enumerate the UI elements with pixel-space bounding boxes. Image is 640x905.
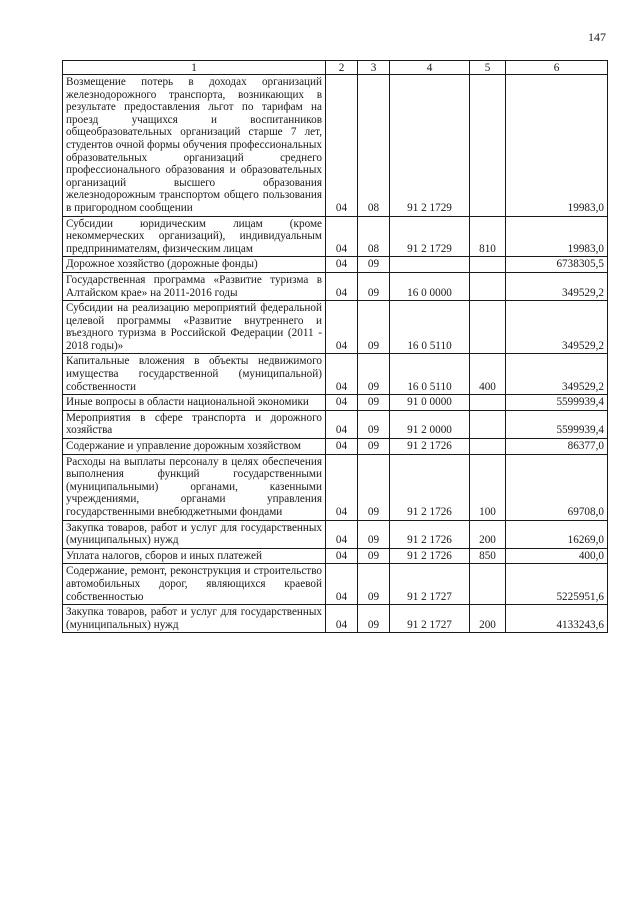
table-row [63,354,608,395]
row-name-text: Уплата налогов, сборов и иных платежей [66,549,262,562]
target-article-cell: 16 0 5110 [390,354,470,395]
expense-type-cell [470,564,506,605]
amount-cell: 349529,2 [506,272,608,300]
subsection-code-cell: 09 [358,439,390,455]
amount-cell: 349529,2 [506,301,608,354]
amount-cell: 86377,0 [506,439,608,455]
table-row [63,216,608,257]
subsection-code-cell: 09 [358,548,390,564]
section-code-cell: 04 [326,564,358,605]
row-name-text: Возмещение потерь в доходах организаций железнодорожного транспорта, возникающих в результате предоставления льгот по тарифам на проезд учащихся и воспитанников общеобразовательных организаций старше 7 лет, студентов очной формы обучения профессиональных образовательных организаций среднего профессионального образования и образовательных организаций высшего образования железнодорожным транспортом общего пользования в пригородном сообщении [66,76,322,214]
amount-cell: 400,0 [506,548,608,564]
subsection-code-cell: 09 [358,410,390,438]
expense-type-cell: 100 [470,454,506,520]
amount-cell: 19983,0 [506,75,608,217]
row-name-text: Закупка товаров, работ и услуг для государственных (муниципальных) нужд [66,521,322,547]
column-header: 4 [390,61,470,75]
subsection-code-cell: 09 [358,454,390,520]
subsection-code-cell: 08 [358,75,390,217]
row-name-text: Мероприятия в сфере транспорта и дорожного хозяйства [66,411,322,437]
target-article-cell: 91 0 0000 [390,395,470,411]
subsection-code-cell: 09 [358,301,390,354]
section-code-cell: 04 [326,216,358,257]
row-name-cell [63,257,326,273]
row-name-text: Закупка товаров, работ и услуг для государственных (муниципальных) нужд [66,606,322,631]
table-row [63,75,608,217]
target-article-cell: 91 2 1726 [390,439,470,455]
amount-cell: 6738305,5 [506,257,608,273]
row-name-text: Государственная программа «Развитие туризма в Алтайском крае» на 2011-2016 годы [66,273,322,299]
table-row [63,395,608,411]
target-article-cell: 91 2 1726 [390,454,470,520]
section-code-cell: 04 [326,257,358,273]
row-name-cell [63,454,326,520]
target-article-cell: 16 0 5110 [390,301,470,354]
amount-cell: 69708,0 [506,454,608,520]
section-code-cell: 04 [326,605,358,633]
table-body [63,75,608,633]
row-name-cell [63,439,326,455]
header-row [63,61,608,75]
subsection-code-cell: 09 [358,354,390,395]
subsection-code-cell: 09 [358,564,390,605]
row-name-text: Расходы на выплаты персоналу в целях обеспечения выполнения функций государственными (муниципальными) органами, казенными учреждениями, органами управления государственными внебюджетными фондами [66,455,322,518]
section-code-cell: 04 [326,454,358,520]
row-name-cell [63,605,326,633]
target-article-cell: 91 2 1729 [390,75,470,217]
row-name-text: Содержание и управление дорожным хозяйством [66,440,301,453]
table-row [63,301,608,354]
subsection-code-cell: 09 [358,395,390,411]
section-code-cell: 04 [326,301,358,354]
subsection-code-cell: 09 [358,520,390,548]
row-name-cell [63,216,326,257]
row-name-text: Субсидии юридическим лицам (кроме некоммерческих организаций), индивидуальным предпринимателям, физическим лицам [66,217,322,255]
section-code-cell: 04 [326,272,358,300]
page-number: 147 [588,30,606,44]
subsection-code-cell: 09 [358,257,390,273]
table-row [63,439,608,455]
target-article-cell: 91 2 1727 [390,564,470,605]
row-name-cell [63,75,326,217]
table-row [63,564,608,605]
row-name-cell [63,564,326,605]
amount-cell: 19983,0 [506,216,608,257]
subsection-code-cell: 09 [358,272,390,300]
expense-type-cell: 400 [470,354,506,395]
target-article-cell: 91 2 1729 [390,216,470,257]
column-header: 6 [506,61,608,75]
expense-type-cell [470,439,506,455]
section-code-cell: 04 [326,354,358,395]
target-article-cell: 91 2 1726 [390,548,470,564]
row-name-cell [63,395,326,411]
row-name-cell [63,354,326,395]
row-name-text: Капитальные вложения в объекты недвижимого имущества государственной (муниципальной) собственности [66,355,322,393]
expense-type-cell [470,257,506,273]
expense-type-cell [470,272,506,300]
expense-type-cell: 200 [470,520,506,548]
section-code-cell: 04 [326,395,358,411]
table-row [63,454,608,520]
expense-type-cell [470,301,506,354]
section-code-cell: 04 [326,410,358,438]
target-article-cell: 91 2 0000 [390,410,470,438]
row-name-text: Содержание, ремонт, реконструкция и строительство автомобильных дорог, являющихся краевой собственностью [66,565,322,603]
target-article-cell: 16 0 0000 [390,272,470,300]
amount-cell: 5599939,4 [506,395,608,411]
table-row [63,272,608,300]
expense-type-cell: 850 [470,548,506,564]
column-header: 3 [358,61,390,75]
row-name-cell [63,301,326,354]
target-article-cell [390,257,470,273]
expense-type-cell [470,395,506,411]
table-row [63,605,608,633]
row-name-cell [63,410,326,438]
row-name-text: Субсидии на реализацию мероприятий федеральной целевой программы «Развитие внутреннего и въездного туризма в Российской Федерации (2011 - 2018 годы)» [66,302,322,352]
table-row [63,410,608,438]
section-code-cell: 04 [326,548,358,564]
target-article-cell: 91 2 1727 [390,605,470,633]
section-code-cell: 04 [326,75,358,217]
target-article-cell: 91 2 1726 [390,520,470,548]
row-name-text: Иные вопросы в области национальной экономики [66,396,309,409]
expense-type-cell [470,410,506,438]
section-code-cell: 04 [326,439,358,455]
table-row [63,520,608,548]
section-code-cell: 04 [326,520,358,548]
table-row [63,548,608,564]
row-name-cell [63,272,326,300]
column-header: 5 [470,61,506,75]
row-name-cell [63,548,326,564]
table-row [63,257,608,273]
expense-type-cell [470,75,506,217]
amount-cell: 349529,2 [506,354,608,395]
expense-type-cell: 200 [470,605,506,633]
subsection-code-cell: 09 [358,605,390,633]
amount-cell: 5225951,6 [506,564,608,605]
amount-cell: 4133243,6 [506,605,608,633]
row-name-cell [63,520,326,548]
amount-cell: 5599939,4 [506,410,608,438]
budget-table [62,60,608,633]
column-header: 2 [326,61,358,75]
expense-type-cell: 810 [470,216,506,257]
column-header: 1 [63,61,326,75]
subsection-code-cell: 08 [358,216,390,257]
amount-cell: 16269,0 [506,520,608,548]
row-name-text: Дорожное хозяйство (дорожные фонды) [66,258,258,271]
